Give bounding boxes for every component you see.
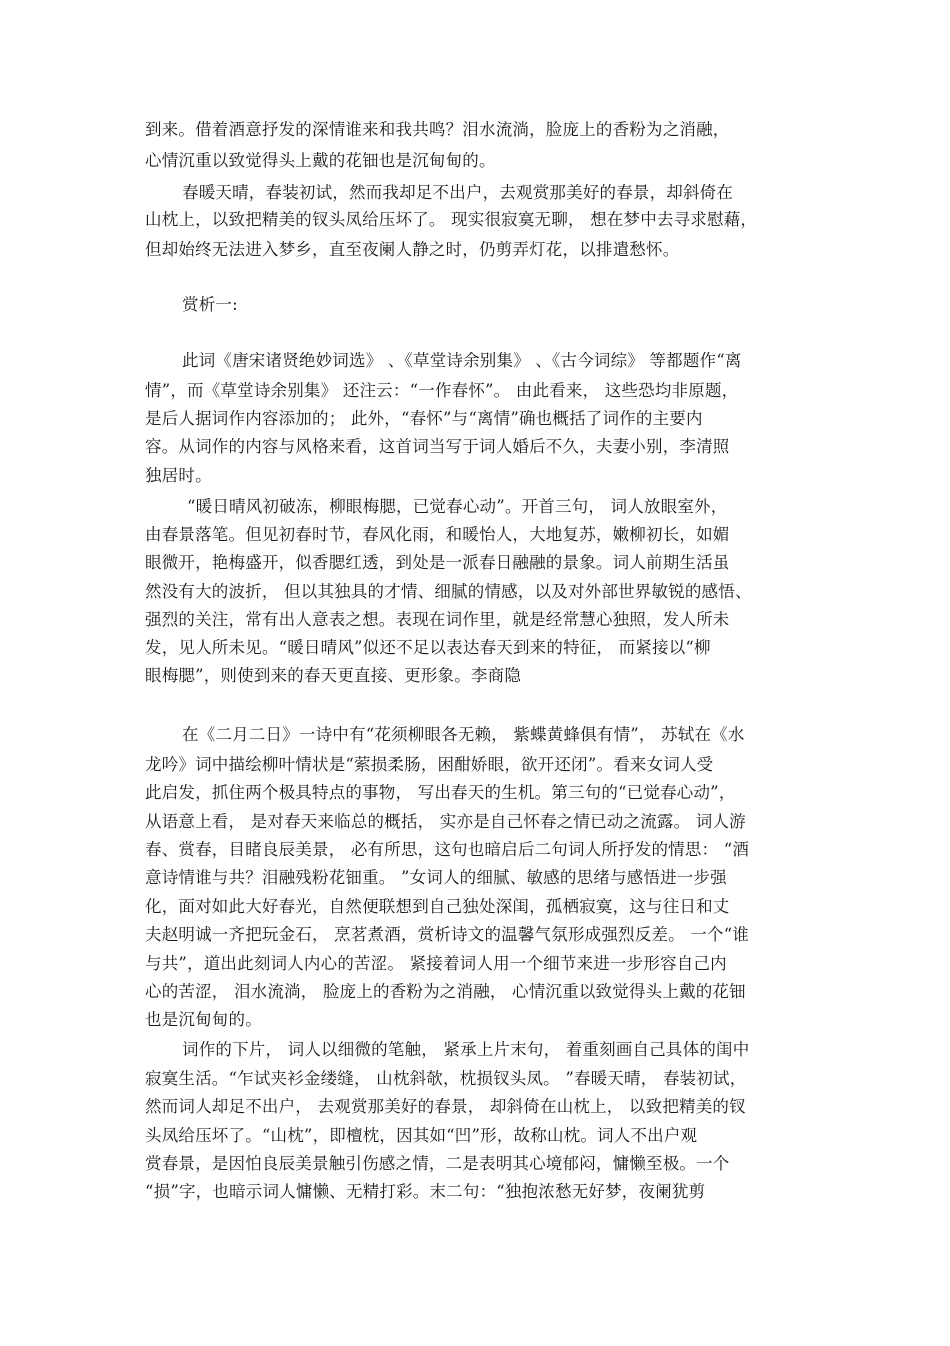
text-line: 然没有大的波折， 但以其独具的才情、细腻的情感，以及对外部世界敏锐的感悟、: [145, 582, 752, 601]
text-line: 心的苦涩， 泪水流淌， 脸庞上的香粉为之消融， 心情沉重以致觉得头上戴的花钿: [145, 982, 746, 1001]
text-line: 头凤给压坏了。“山枕”，即檀枕，因其如“凹”形，故称山枕。词人不出户观: [145, 1126, 698, 1145]
text-line: “损”字，也暗示词人慵懒、无精打彩。末二句：“独抱浓愁无好梦，夜阑犹剪: [145, 1182, 706, 1201]
text-line: 到来。借着酒意抒发的深情谁来和我共鸣？泪水流淌，脸庞上的香粉为之消融，: [145, 120, 730, 139]
text-line: 山枕上，以致把精美的钗头凤给压坏了。 现实很寂寞无聊， 想在梦中去寻求慰藉，: [145, 210, 758, 229]
text-line: 由春景落笔。但见初春时节，春风化雨，和暖怡人，大地复苏，嫩柳初长，如媚: [145, 525, 730, 544]
text-line: 此词《唐宋诸贤绝妙词选》 、《草堂诗余别集》 、《古今词综》 等都题作“离: [182, 351, 742, 370]
text-line: 眼微开，艳梅盛开，似香腮红透，到处是一派春日融融的景象。词人前期生活虽: [145, 553, 730, 572]
text-line: 化，面对如此大好春光，自然便联想到自己独处深闺，孤栖寂寞，这与往日和丈: [145, 897, 730, 916]
text-line: 春、赏春，目睹良辰美景， 必有所思，这句也暗启后二句词人所抒发的情思： “酒: [145, 840, 750, 859]
text-line: 情”，而《草堂诗余别集》 还注云：“一作春怀”。 由此看来， 这些恐均非原题，: [145, 381, 739, 400]
text-line: 强烈的关注，常有出人意表之想。表现在词作里，就是经常慧心独照，发人所未: [145, 610, 730, 629]
text-line: 寂寞生活。“乍试夹衫金缕缝， 山枕斜欹，枕损钗头凤。 ”春暖天晴， 春装初试，: [145, 1069, 747, 1088]
text-line: 此启发，抓住两个极具特点的事物， 写出春天的生机。第三句的“已觉春心动”，: [145, 783, 736, 802]
text-line: 夫赵明诚一齐把玩金石， 烹茗煮酒，赏析诗文的温馨气氛形成强烈反差。 一个“谁: [145, 925, 750, 944]
section-heading: 赏析一:: [182, 295, 238, 314]
text-line: 然而词人却足不出户， 去观赏那美好的春景， 却斜倚在山枕上， 以致把精美的钗: [145, 1097, 746, 1116]
text-line: 与共”，道出此刻词人内心的苦涩。 紧接着词人用一个细节来进一步形容自己内: [145, 954, 727, 973]
text-line: 赏春景，是因怕良辰美景触引伤感之情，二是表明其心境郁闷，慵懒至极。一个: [145, 1154, 730, 1173]
text-line: 春暖天晴，春装初试，然而我却足不出户，去观赏那美好的春景，却斜倚在: [182, 183, 734, 202]
text-line: 意诗情谁与共？泪融残粉花钿重。 ”女词人的细腻、敏感的思绪与感悟进一步强: [145, 868, 727, 887]
text-line: 容。从词作的内容与风格来看，这首词当写于词人婚后不久，夫妻小别，李清照: [145, 437, 730, 456]
text-line: 但却始终无法进入梦乡，直至夜阑人静之时，仍剪弄灯花，以排遣愁怀。: [145, 240, 680, 259]
text-line: 在《二月二日》一诗中有“花须柳眼各无赖， 紫蝶黄蜂俱有情”， 苏轼在《水: [182, 725, 745, 744]
text-line: 词作的下片， 词人以细微的笔触， 紧承上片末句， 着重刻画自己具体的闺中: [182, 1040, 750, 1059]
text-line: 发，见人所未见。“暖日晴风”似还不足以表达春天到来的特征， 而紧接以“柳: [145, 638, 711, 657]
text-line: 也是沉甸甸的。: [145, 1010, 262, 1029]
text-line: 眼梅腮”，则使到来的春天更直接、更形象。李商隐: [145, 666, 522, 685]
text-line: 龙吟》词中描绘柳叶情状是“萦损柔肠，困酣娇眼，欲开还闭”。看来女词人受: [145, 755, 714, 774]
text-line: 独居时。: [145, 466, 212, 485]
text-line: 是后人据词作内容添加的； 此外，“春怀”与“离情”确也概括了词作的主要内: [145, 409, 703, 428]
text-line: 心情沉重以致觉得头上戴的花钿也是沉甸甸的。: [145, 151, 496, 170]
text-line: 从语意上看， 是对春天来临总的概括， 实亦是自己怀春之情已动之流露。 词人游: [145, 812, 746, 831]
text-line: “暖日晴风初破冻，柳眼梅腮，已觉春心动”。开首三句， 词人放眼室外，: [187, 497, 728, 516]
